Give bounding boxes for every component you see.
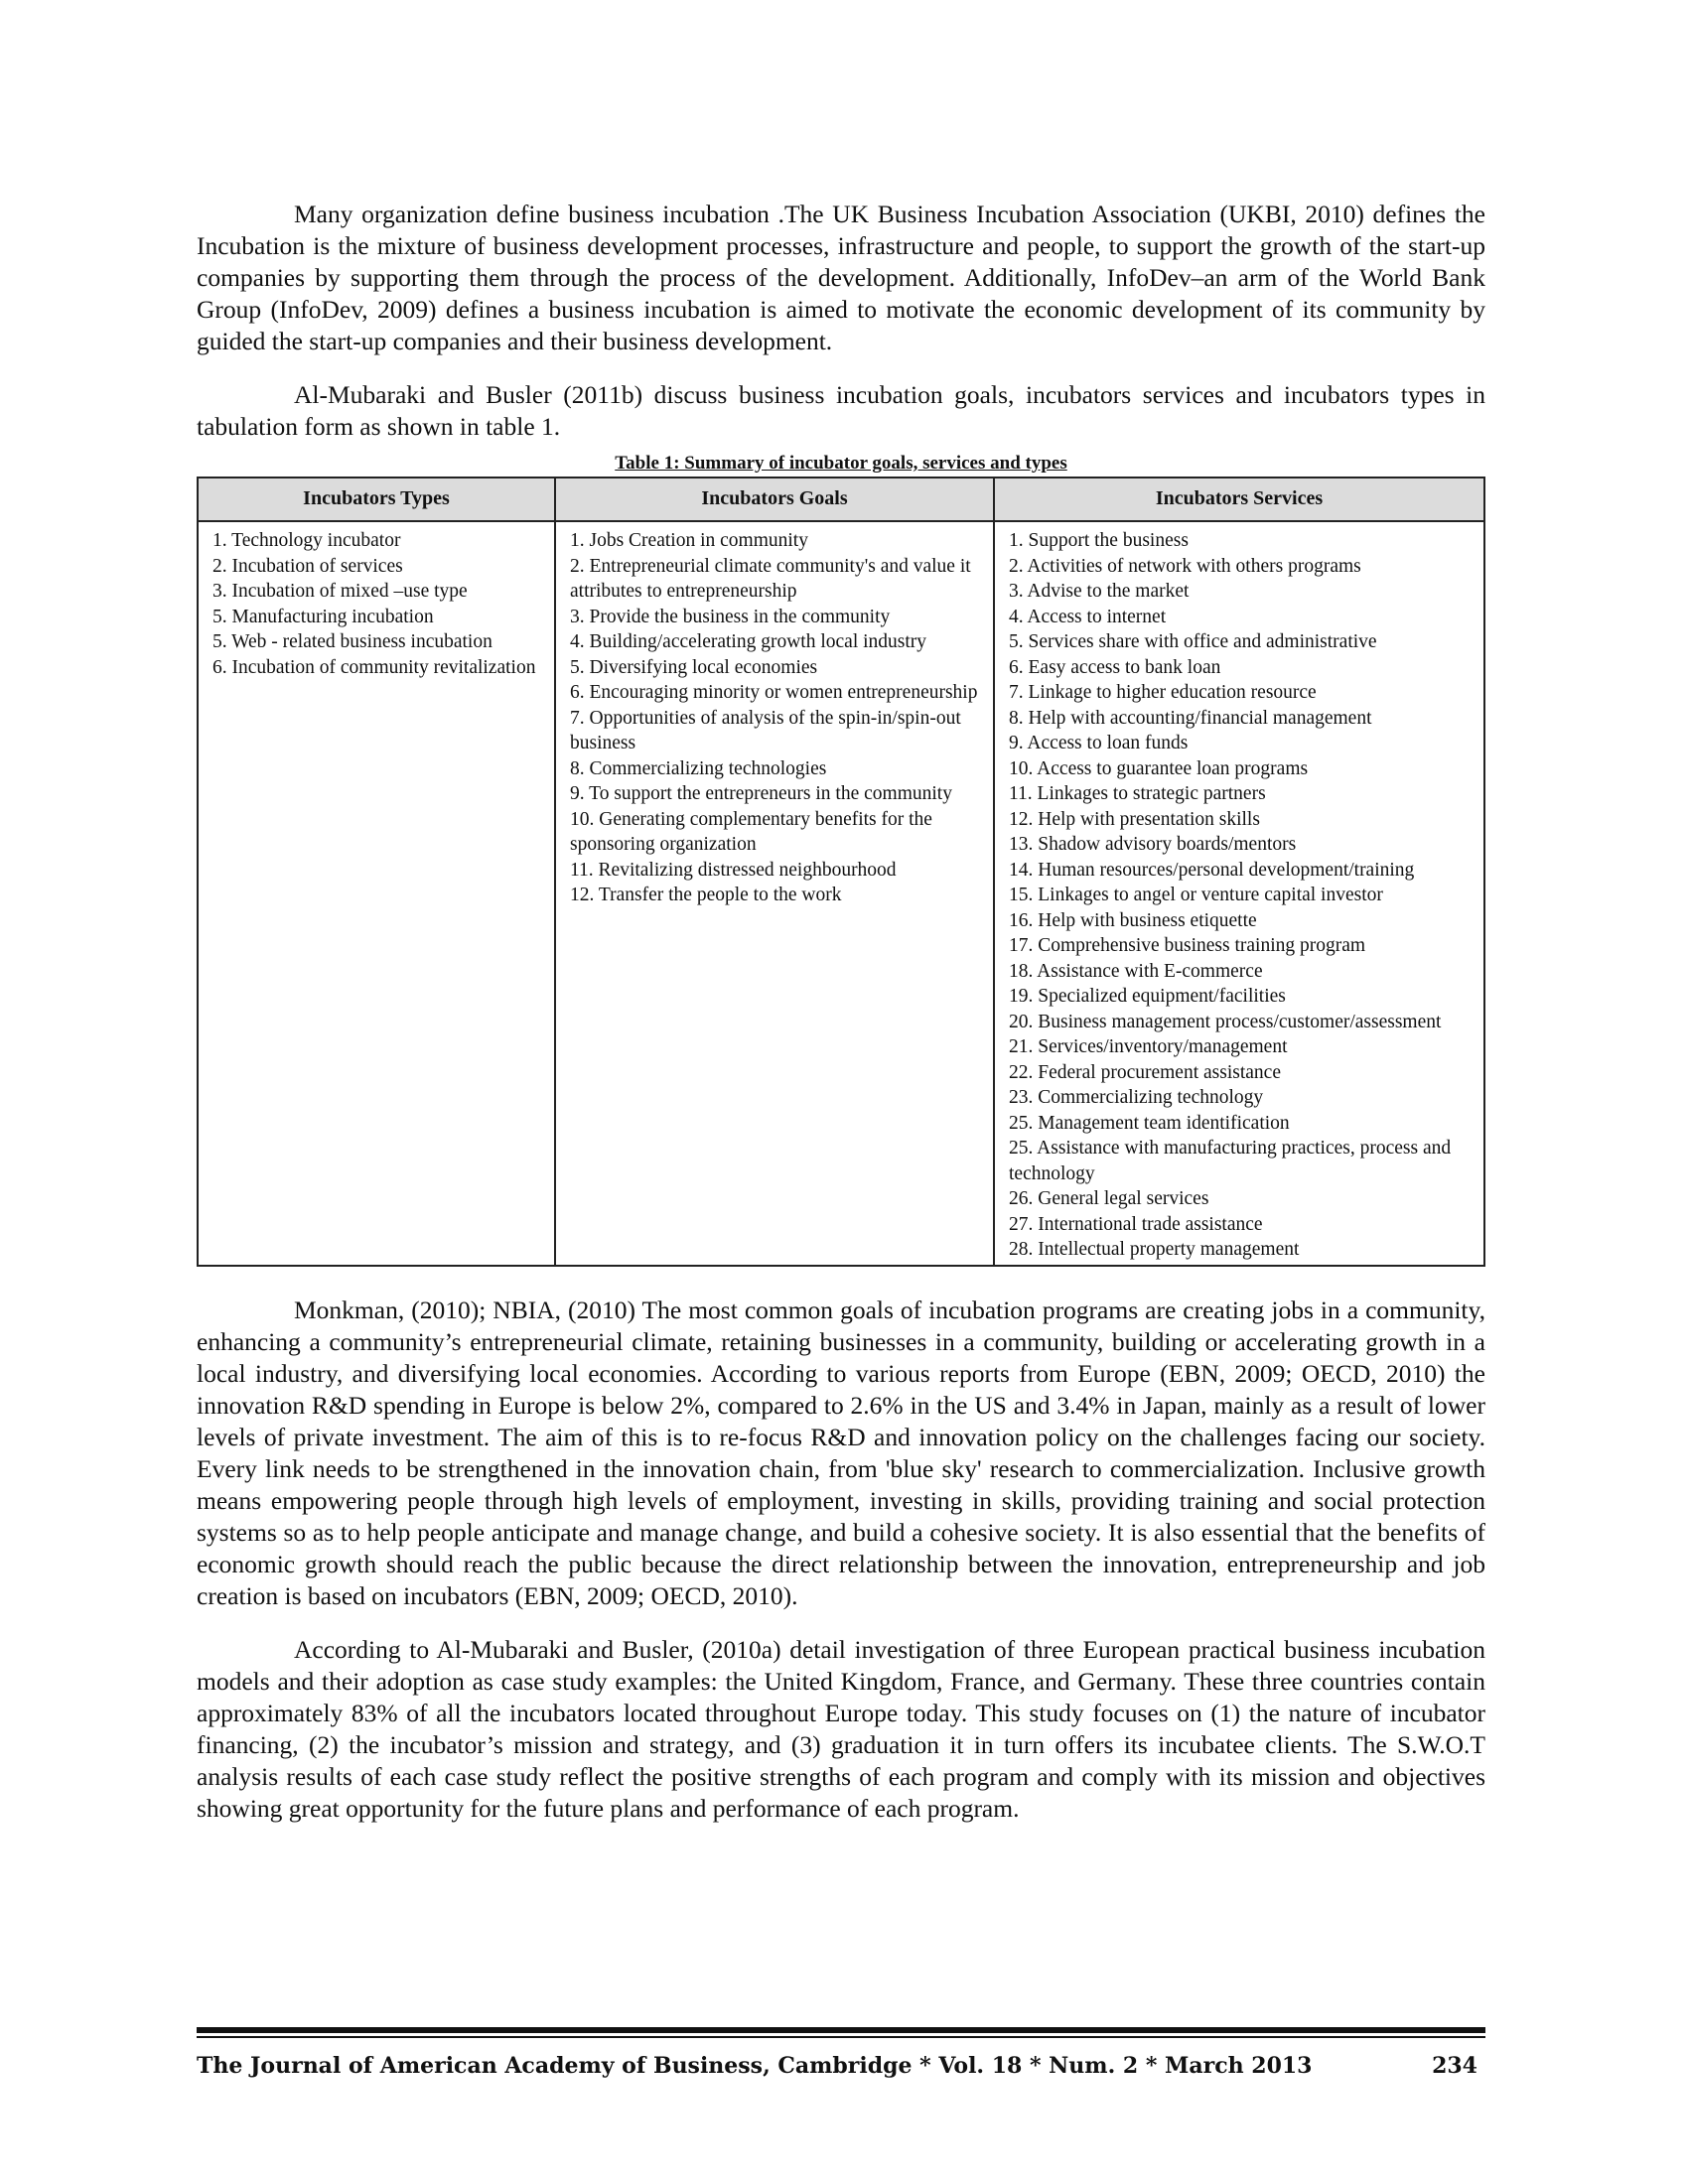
list-item: 16. Help with business etiquette [1009, 909, 1257, 931]
list-item: 12. Transfer the people to the work [570, 885, 842, 905]
list-item: 15. Linkages to angel or venture capital investor [1009, 885, 1383, 905]
types-cell [198, 521, 555, 1266]
paragraph-1: Many organization define business incubation .The UK Business Incubation Association (UKBI, 2010) defines the Incubation is the mixture of business development processes, infrastructure and people, to support the growth of the start-up companies by supporting them through the process of the development. Additionally, InfoDev–an arm of the World Bank Group (InfoDev, 2009) defines a business incubation is aimed to motivate the economic development of its community by guided the start-up companies and their business development. [197, 200, 1485, 355]
header-types: Incubators Types [198, 478, 555, 521]
header-services: Incubators Services [994, 478, 1484, 521]
list-item: 8. Help with accounting/financial management [1009, 707, 1372, 729]
list-item: 19. Specialized equipment/facilities [1009, 986, 1286, 1007]
list-item: 4. Access to internet [1009, 606, 1167, 627]
list-item: 1. Jobs Creation in community [570, 530, 808, 551]
table-header-row [198, 478, 1484, 521]
list-item: 3. Advise to the market [1009, 581, 1190, 602]
list-item: 6. Easy access to bank loan [1009, 656, 1221, 678]
footer-rule [197, 2027, 1485, 2038]
list-item: 2. Incubation of services [212, 555, 403, 577]
journal-citation: The Journal of American Academy of Business, Cambridge * Vol. 18 * Num. 2 * March 2013 [197, 2053, 1313, 2079]
page-body [197, 199, 1485, 1825]
paragraph-3: Monkman, (2010); NBIA, (2010) The most common goals of incubation programs are creating jobs in a community, enhancing a community’s entrepreneurial climate, retaining businesses in a community, building or accelerating growth in a local industry, and diversifying local economies. According to various reports from Europe (EBN, 2009; OECD, 2010) the innovation R&D spending in Europe is below 2%, compared to 2.6% in the US and 3.4% in Japan, mainly as a result of lower levels of private investment. The aim of this is to re-focus R&D and innovation policy on the challenges facing our society. Every link needs to be strengthened in the innovation chain, from 'blue sky' research to commercialization. Inclusive growth means empowering people through high levels of employment, investing in skills, providing training and social protection systems so as to help people anticipate and manage change, and build a cohesive society. It is also essential that the benefits of economic growth should reach the public because the direct relationship between the innovation, entrepreneurship and job creation is based on incubators (EBN, 2009; OECD, 2010). [197, 1295, 1485, 1610]
list-item: 20. Business management process/customer/assessment [1009, 1011, 1442, 1032]
list-item: 10. Generating complementary benefits for the sponsoring organization [570, 808, 932, 855]
list-item: 3. Provide the business in the community [570, 606, 891, 627]
paragraph-2: Al-Mubaraki and Busler (2011b) discuss business incubation goals, incubators services and incubators types in tabulation form as shown in table 1. [197, 380, 1485, 441]
summary-table [197, 477, 1485, 1267]
page-number: 234 [1432, 2053, 1477, 2079]
list-item: 21. Services/inventory/management [1009, 1036, 1288, 1057]
paragraph-4: According to Al-Mubaraki and Busler, (2010a) detail investigation of three European practical business incubation models and their adoption as case study examples: the United Kingdom, France, and Germany. These three countries contain approximately 83% of all the incubators located throughout Europe today. This study focuses on (1) the nature of incubator financing, (2) the incubator’s mission and strategy, and (3) graduation it in turn offers its incubatee clients. The S.W.O.T analysis results of each case study reflect the positive strengths of each program and comply with its mission and objectives showing great opportunity for the future plans and performance of each program. [197, 1634, 1485, 1823]
list-item: 27. International trade assistance [1009, 1213, 1263, 1235]
list-item: 7. Opportunities of analysis of the spin-in/spin-out business [570, 707, 961, 753]
list-item: 5. Services share with office and administrative [1009, 631, 1377, 652]
list-item: 14. Human resources/personal development/training [1009, 859, 1415, 881]
list-item: 6. Incubation of community revitalization [212, 656, 536, 678]
list-item: 8. Commercializing technologies [570, 757, 827, 779]
list-item: 9. Access to loan funds [1009, 733, 1189, 753]
list-item: 2. Activities of network with others programs [1009, 555, 1361, 577]
list-item: 28. Intellectual property management [1009, 1239, 1300, 1260]
list-item: 23. Commercializing technology [1009, 1087, 1264, 1108]
list-item: 11. Revitalizing distressed neighbourhood [570, 859, 897, 881]
list-item: 26. General legal services [1009, 1188, 1209, 1209]
list-item: 2. Entrepreneurial climate community's and value it attributes to entrepreneurship [570, 555, 971, 602]
list-item: 1. Support the business [1009, 530, 1189, 551]
list-item: 9. To support the entrepreneurs in the community [570, 783, 952, 804]
goals-cell [555, 521, 994, 1266]
list-item: 4. Building/accelerating growth local industry [570, 631, 927, 652]
list-item: 12. Help with presentation skills [1009, 808, 1260, 830]
table-caption: Table 1: Summary of incubator goals, services and types [615, 453, 1067, 474]
header-goals: Incubators Goals [555, 478, 994, 521]
list-item: 6. Encouraging minority or women entrepreneurship [570, 682, 978, 703]
list-item: 3. Incubation of mixed –use type [212, 581, 468, 602]
services-cell [994, 521, 1484, 1266]
list-item: 18. Assistance with E-commerce [1009, 960, 1263, 982]
list-item: 10. Access to guarantee loan programs [1009, 757, 1309, 779]
list-item: 5. Diversifying local economies [570, 656, 818, 678]
list-item: 1. Technology incubator [212, 530, 401, 551]
table-row [198, 521, 1484, 1266]
list-item: 5. Manufacturing incubation [212, 606, 434, 627]
list-item: 17. Comprehensive business training program [1009, 935, 1366, 956]
list-item: 7. Linkage to higher education resource [1009, 682, 1317, 703]
list-item: 11. Linkages to strategic partners [1009, 783, 1266, 804]
list-item: 5. Web - related business incubation [212, 631, 492, 652]
page-footer [197, 2053, 1477, 2079]
list-item: 25. Assistance with manufacturing practices, process and technology [1009, 1138, 1452, 1184]
list-item: 22. Federal procurement assistance [1009, 1061, 1281, 1083]
list-item: 25. Management team identification [1009, 1112, 1290, 1134]
list-item: 13. Shadow advisory boards/mentors [1009, 834, 1297, 855]
